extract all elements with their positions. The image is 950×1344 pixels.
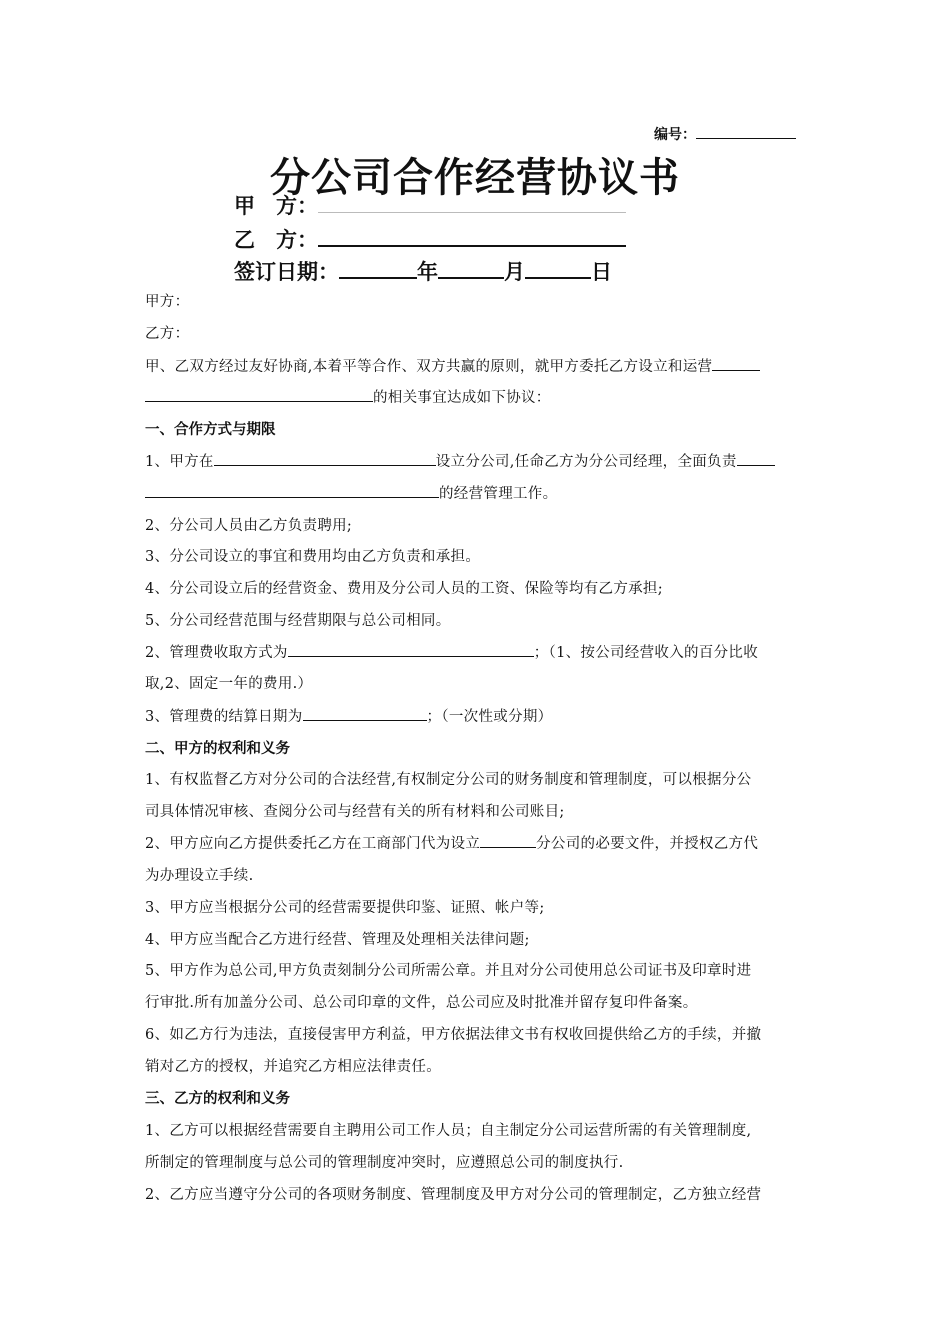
fee-mode-suffix: ；（1、按公司经营收入的百分比收	[533, 645, 759, 661]
preamble-text-2: 的相关事宜达成如下协议：	[373, 390, 551, 406]
party-b-line: 乙方：	[145, 326, 190, 342]
document-title: 分公司合作经营协议书	[270, 155, 680, 201]
party-a-label: 甲 方：	[234, 194, 318, 218]
doc-number	[654, 124, 796, 144]
s2-item-1-line-1: 1、有权监督乙方对分公司的合法经营,有权制定分公司的财务制度和管理制度，可以根据分公	[145, 772, 752, 788]
s2-item-2-line-1	[145, 832, 758, 853]
preamble-blank-1[interactable]	[712, 356, 760, 371]
month-label: 月	[504, 260, 525, 284]
settle-date-line	[145, 705, 552, 726]
month-blank[interactable]	[438, 257, 504, 279]
s1-item-1-suffix: 的经营管理工作。	[439, 486, 558, 502]
fee-mode-line-1	[145, 641, 758, 662]
s2-item-6-line-2: 销对乙方的授权，并追究乙方相应法律责任。	[145, 1059, 441, 1075]
section-1-title: 一、合作方式与期限	[145, 422, 276, 438]
s1-item-5: 5、分公司经营范围与经营期限与总公司相同。	[145, 613, 451, 629]
preamble-line-1	[145, 355, 760, 376]
doc-number-blank[interactable]	[696, 124, 796, 139]
s1-item-2: 2、分公司人员由乙方负责聘用;	[145, 518, 353, 534]
settle-prefix: 3、管理费的结算日期为	[145, 709, 303, 725]
s3-item-1-line-1: 1、乙方可以根据经营需要自主聘用公司工作人员；自主制定分公司运营所需的有关管理制度,	[145, 1123, 752, 1139]
party-a-line: 甲方：	[145, 294, 190, 310]
sign-date-label: 签订日期：	[234, 260, 339, 284]
party-a-blank[interactable]	[318, 192, 626, 213]
s1-scope-blank-1[interactable]	[737, 451, 775, 466]
s2-item-2-line-2: 为办理设立手续.	[145, 868, 254, 884]
s2-item-5-line-1: 5、甲方作为总公司,甲方负责刻制分公司所需公章。并且对分公司使用总公司证书及印章时进	[145, 963, 752, 979]
s1-item-3: 3、分公司设立的事宜和费用均由乙方负责和承担。	[145, 549, 481, 565]
preamble-line-2	[145, 386, 551, 407]
settle-suffix: ；（一次性或分期）	[426, 709, 553, 725]
settle-date-blank[interactable]	[303, 706, 427, 721]
party-a-field	[234, 190, 626, 220]
party-b-label: 乙 方：	[234, 228, 318, 252]
year-label: 年	[417, 260, 438, 284]
s1-item-1-middle: 设立分公司,任命乙方为分公司经理，全面负责	[435, 454, 737, 470]
s2-item-4: 4、甲方应当配合乙方进行经营、管理及处理相关法律问题;	[145, 932, 530, 948]
s2-branch-blank[interactable]	[480, 833, 536, 848]
s3-item-1-line-2: 所制定的管理制度与总公司的管理制度冲突时，应遵照总公司的制度执行.	[145, 1155, 624, 1171]
party-b-field	[234, 224, 626, 254]
s3-item-2-line-1: 2、乙方应当遵守分公司的各项财务制度、管理制度及甲方对分公司的管理制定，乙方独立经营	[145, 1187, 762, 1203]
year-blank[interactable]	[339, 257, 417, 279]
section-3-title: 三、乙方的权利和义务	[145, 1091, 290, 1107]
s1-item-4: 4、分公司设立后的经营资金、费用及分公司人员的工资、保险等均有乙方承担;	[145, 581, 663, 597]
s1-item-1-prefix: 1、甲方在	[145, 454, 214, 470]
day-label: 日	[591, 260, 612, 284]
s1-location-blank[interactable]	[214, 451, 436, 466]
s1-item-1-line-1	[145, 450, 775, 471]
s2-item-6-line-1: 6、如乙方行为违法，直接侵害甲方利益，甲方依据法律文书有权收回提供给乙方的手续，并撤	[145, 1027, 762, 1043]
s2-item-2-suffix: 分公司的必要文件，并授权乙方代	[536, 836, 759, 852]
sign-date-field	[234, 256, 612, 286]
s2-item-1-line-2: 司具体情况审核、查阅分公司与经营有关的所有材料和公司账目;	[145, 804, 565, 820]
party-b-blank[interactable]	[318, 225, 626, 247]
s1-item-1-line-2	[145, 482, 557, 503]
section-2-title: 二、甲方的权利和义务	[145, 741, 290, 757]
day-blank[interactable]	[525, 257, 591, 279]
fee-mode-blank[interactable]	[288, 642, 534, 657]
fee-mode-line-2: 取,2、固定一年的费用.）	[145, 676, 313, 692]
fee-mode-prefix: 2、管理费收取方式为	[145, 645, 288, 661]
preamble-text-1: 甲、乙双方经过友好协商,本着平等合作、双方共赢的原则，就甲方委托乙方设立和运营	[145, 359, 713, 375]
s2-item-3: 3、甲方应当根据分公司的经营需要提供印鉴、证照、帐户等;	[145, 900, 545, 916]
preamble-blank-2[interactable]	[145, 387, 373, 402]
s2-item-5-line-2: 行审批.所有加盖分公司、总公司印章的文件，总公司应及时批准并留存复印件备案。	[145, 995, 698, 1011]
s1-scope-blank-2[interactable]	[145, 483, 439, 498]
s2-item-2-prefix: 2、甲方应向乙方提供委托乙方在工商部门代为设立	[145, 836, 481, 852]
doc-number-label: 编号：	[654, 127, 696, 143]
